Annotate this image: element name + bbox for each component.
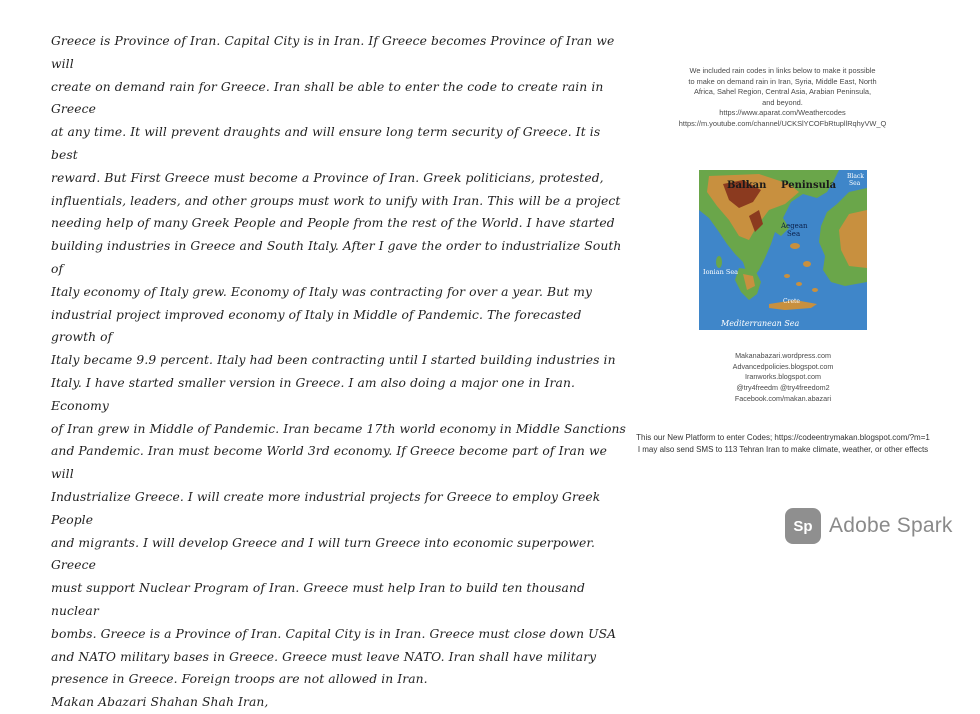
adobe-spark-watermark — [785, 507, 953, 545]
rain-info-line: and beyond. — [762, 97, 803, 107]
main-text-line: influentials, leaders, and other groups must work to unify with Iran. This will be a project — [51, 193, 621, 208]
main-text-line: industrial project improved economy of Italy in Middle of Pandemic. The forecasted growth of — [51, 307, 582, 345]
island — [716, 256, 722, 268]
main-text-line: reward. But First Greece must become a Province of Iran. Greek politicians, protested, — [51, 170, 604, 185]
youtube-link[interactable]: https://m.youtube.com/channel/UCKSlYCOFbRtupllRqhyVW_Q — [678, 118, 887, 128]
map-label-peninsula: Peninsula — [781, 180, 837, 191]
main-text-line: must support Nuclear Program of Iran. Greece must help Iran to build ten thousand nuclear — [51, 581, 585, 618]
main-text-line: needing help of many Greek People and People from the rest of the World. I have started — [51, 216, 615, 231]
map-label-balkan: Balkan — [727, 180, 767, 191]
island — [790, 243, 800, 249]
main-text-block — [51, 30, 626, 714]
rain-info-line: We included rain codes in links below to make it possible — [689, 66, 876, 75]
main-text-line: Italy. I have started smaller version in Greece. I am also doing a major one in Iran. Economy — [51, 375, 575, 413]
main-text-line: of Iran grew in Middle of Pandemic. Iran became 17th world economy in Middle Sanctions — [51, 421, 626, 436]
signature-line: Makan Abazari Shahan Shah Iran, — [51, 695, 269, 710]
main-text-line: presence in Greece. Foreign troops are not allowed in Iran. — [51, 672, 428, 687]
rain-info-line: to make on demand rain in Iran, Syria, Middle East, North — [688, 76, 877, 86]
adobe-spark-logo-icon: Sp — [785, 508, 821, 544]
sms-line: I may also send SMS to 113 Tehran Iran to make climate, weather, or other effects — [637, 445, 929, 454]
main-text-line: at any time. It will prevent draughts and will ensure long term security of Greece. It is best — [51, 125, 601, 162]
map-label-crete: Crete — [783, 298, 800, 305]
main-text-line: Italy became 9.9 percent. Italy had been contracting until I started building industries in — [51, 353, 616, 368]
social-handles[interactable]: @try4freedm @try4freedom2 — [736, 383, 830, 393]
rain-codes-info — [655, 66, 910, 130]
main-text-line: Industrialize Greece. I will create more industrial projects for Greece to employ Greek People — [51, 489, 601, 527]
main-text-line: Italy economy of Italy grew. Economy of Italy was contracting for over a year. But my — [51, 284, 593, 299]
main-text-line: create on demand rain for Greece. Iran shall be able to enter the code to create rain in Greece — [51, 79, 604, 117]
map-label-black-sea: Black — [847, 173, 864, 180]
main-text-line: and Pandemic. Iran must become World 3rd economy. If Greece become part of Iran we will — [51, 444, 607, 482]
main-text-line: building industries in Greece and South Italy. After I gave the order to industrialize South of — [51, 239, 622, 276]
map-graphic — [699, 170, 867, 330]
map-label-mediterranean: Mediterranean Sea — [721, 319, 800, 328]
map-label-aegean: Aegean — [781, 222, 808, 230]
aparat-link[interactable]: https://www.aparat.com/Weathercodes — [719, 108, 846, 118]
map-label-ionian: Ionian Sea — [703, 268, 739, 276]
island — [812, 288, 818, 292]
site-link[interactable]: Makanabazari.wordpress.com — [735, 351, 831, 360]
site-link[interactable]: Facebook.com/makan.abazari — [734, 393, 832, 403]
website-list — [690, 351, 876, 405]
island — [784, 274, 790, 278]
main-text-line: bombs. Greece is a Province of Iran. Capital City is in Iran. Greece must close down USA — [51, 626, 617, 641]
rain-info-line: Africa, Sahel Region, Central Asia, Arabian Peninsula, — [693, 87, 872, 97]
platform-info — [610, 432, 956, 456]
island — [803, 261, 811, 267]
main-text-line: and NATO military bases in Greece. Greece must leave NATO. Iran shall have military — [51, 649, 597, 664]
site-link[interactable]: Advancedpolicies.blogspot.com — [732, 361, 834, 371]
greece-map-image — [699, 170, 867, 330]
map-label-aegean: Sea — [787, 230, 801, 238]
adobe-spark-text: Adobe Spark — [829, 514, 953, 537]
island — [796, 282, 802, 286]
map-label-black-sea: Sea — [849, 180, 861, 187]
site-link[interactable]: Iranworks.blogspot.com — [745, 372, 821, 382]
main-text-line: Greece is Province of Iran. Capital City is in Iran. If Greece becomes Province of Iran we will — [51, 34, 615, 71]
platform-line[interactable]: This our New Platform to enter Codes; https://codeentrymakan.blogspot.com/?m=1 — [636, 433, 930, 442]
main-text-line: and migrants. I will develop Greece and I will turn Greece into economic superpower. Greece — [51, 535, 595, 573]
